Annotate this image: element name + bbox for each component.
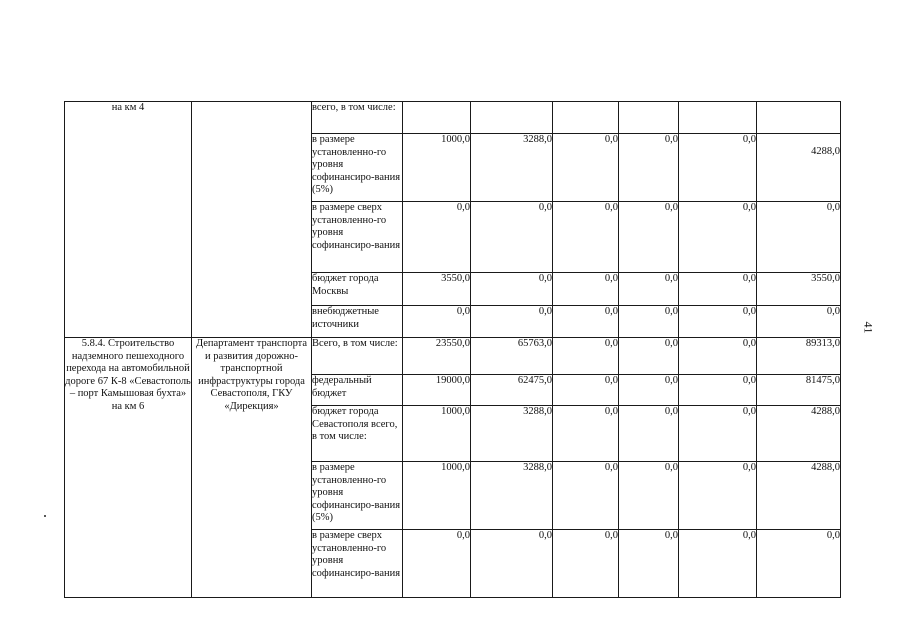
value-cell: 1000,0: [403, 406, 471, 462]
value-cell: [553, 102, 619, 134]
value-cell: 0,0: [619, 375, 679, 406]
value-cell: 0,0: [619, 134, 679, 202]
value-cell: 0,0: [471, 306, 553, 338]
value-cell: 89313,0: [757, 338, 841, 375]
executor-cell: Департамент транспорта и развития дорожно-транспортной инфраструктуры города Севастополя, ГКУ «Дирекция»: [192, 338, 312, 598]
value-cell: 0,0: [679, 134, 757, 202]
value-cell: 0,0: [619, 306, 679, 338]
value-cell: 0,0: [553, 406, 619, 462]
value-cell: 4288,0: [757, 406, 841, 462]
executor-cell: [192, 102, 312, 338]
value-cell: [679, 102, 757, 134]
table-row: [65, 338, 841, 375]
item-name-cell: 5.8.4. Строительство надземного пешеходного перехода на автомобильной дороге 67 К-8 «Севастополь – порт Камышовая бухта» на км 6: [65, 338, 192, 598]
value-cell: 0,0: [403, 202, 471, 273]
value-cell: [471, 102, 553, 134]
value-cell: 4288,0: [757, 134, 841, 202]
value-cell: 3288,0: [471, 134, 553, 202]
item-name-cell: на км 4: [65, 102, 192, 338]
value-cell: 0,0: [553, 306, 619, 338]
value-cell: 0,0: [679, 406, 757, 462]
value-cell: 0,0: [679, 273, 757, 306]
source-cell: Всего, в том числе:: [312, 338, 403, 375]
table-row: [65, 102, 841, 134]
value-cell: 1000,0: [403, 134, 471, 202]
value-cell: 62475,0: [471, 375, 553, 406]
value-cell: 0,0: [619, 530, 679, 598]
value-cell: 0,0: [619, 202, 679, 273]
value-cell: 23550,0: [403, 338, 471, 375]
value-cell: 0,0: [553, 530, 619, 598]
value-cell: 0,0: [553, 338, 619, 375]
value-cell: 3550,0: [403, 273, 471, 306]
value-cell: 0,0: [403, 306, 471, 338]
source-cell: бюджет города Москвы: [312, 273, 403, 306]
source-cell: в размере сверх установленно-го уровня софинансиро-вания: [312, 202, 403, 273]
value-cell: 0,0: [403, 530, 471, 598]
value-cell: 3288,0: [471, 406, 553, 462]
value-cell: 0,0: [553, 462, 619, 530]
source-cell: всего, в том числе:: [312, 102, 403, 134]
value-cell: 0,0: [471, 273, 553, 306]
value-cell: 0,0: [553, 375, 619, 406]
scan-speck: [44, 515, 46, 517]
value-cell: 0,0: [471, 202, 553, 273]
value-cell: 0,0: [679, 462, 757, 530]
table-body: [65, 102, 841, 598]
value-cell: 0,0: [553, 273, 619, 306]
value-cell: [619, 102, 679, 134]
value-cell: 0,0: [679, 338, 757, 375]
value-cell: 0,0: [679, 530, 757, 598]
value-cell: 0,0: [679, 202, 757, 273]
value-cell: 65763,0: [471, 338, 553, 375]
value-cell: 0,0: [619, 462, 679, 530]
value-cell: 0,0: [471, 530, 553, 598]
source-cell: бюджет города Севастополя всего, в том числе:: [312, 406, 403, 462]
value-cell: [403, 102, 471, 134]
value-cell: 4288,0: [757, 462, 841, 530]
value-cell: 0,0: [679, 306, 757, 338]
value-cell: 0,0: [553, 134, 619, 202]
value-cell: 0,0: [757, 306, 841, 338]
value-cell: 0,0: [757, 530, 841, 598]
value-cell: 3550,0: [757, 273, 841, 306]
value-cell: 0,0: [619, 406, 679, 462]
source-cell: в размере установленно-го уровня софинансиро-вания (5%): [312, 134, 403, 202]
source-cell: внебюджетные источники: [312, 306, 403, 338]
value-cell: [757, 102, 841, 134]
budget-table: [64, 101, 841, 598]
value-cell: 19000,0: [403, 375, 471, 406]
source-cell: в размере установленно-го уровня софинансиро-вания (5%): [312, 462, 403, 530]
value-cell: 0,0: [619, 273, 679, 306]
value-cell: 0,0: [553, 202, 619, 273]
value-cell: 3288,0: [471, 462, 553, 530]
page-number: 41: [861, 321, 876, 334]
value-cell: 0,0: [679, 375, 757, 406]
value-cell: 81475,0: [757, 375, 841, 406]
value-cell: 0,0: [757, 202, 841, 273]
source-cell: в размере сверх установленно-го уровня софинансиро-вания: [312, 530, 403, 598]
value-cell: 0,0: [619, 338, 679, 375]
source-cell: федеральный бюджет: [312, 375, 403, 406]
value-cell: 1000,0: [403, 462, 471, 530]
